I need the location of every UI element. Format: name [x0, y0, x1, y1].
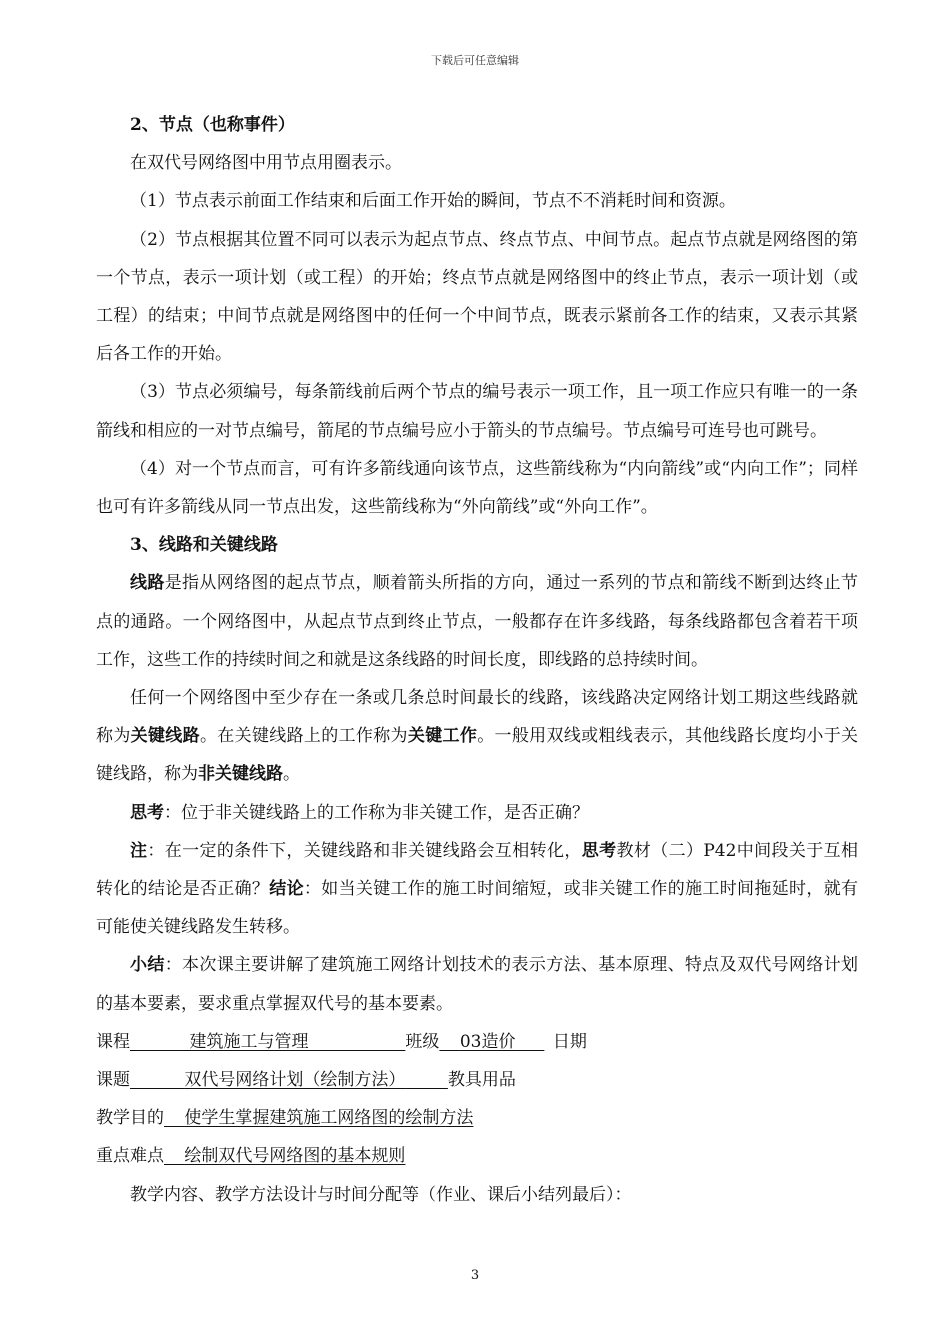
paragraph: （3）节点必须编号，每条箭线前后两个节点的编号表示一项工作，且一项工作应只有唯一的一条箭线和相应的一对节点编号，箭尾的节点编号应小于箭头的节点编号。节点编号可连号也可跳号。: [96, 382, 858, 441]
note-paragraph: [96, 832, 858, 947]
goal-row: [96, 1099, 858, 1137]
term-bold: 关键工作: [407, 726, 478, 747]
tools-label: 教具用品: [447, 1070, 516, 1091]
label-bold: 思考: [581, 840, 617, 861]
label-bold: 小结: [130, 955, 165, 976]
text: 。一般用双线或粗线表示，其他线路长度均小于关键线路，称为: [96, 726, 859, 785]
label-bold: 思考: [130, 802, 164, 823]
key-label: 重点难点: [96, 1146, 164, 1167]
text: ：在一定的条件下，关键线路和非关键线路会互相转化，: [147, 840, 582, 861]
course-label: 课程: [96, 1031, 130, 1052]
section-3-title: 3、线路和关键线路: [130, 535, 278, 556]
page-header: 下载后可任意编辑: [431, 54, 519, 67]
section-2-title: 2、节点（也称事件）: [130, 115, 295, 135]
paragraph: （2）节点根据其位置不同可以表示为起点节点、终点节点、中间节点。起点节点就是网络图的第一个节点，表示一项计划（或工程）的开始；终点节点就是网络图中的终止节点，表示一项计划（或工程）的结束；中间节点就是网络图中的任何一个中间节点，既表示紧前各工作的结束，又表示其紧后各工作的开始。: [96, 229, 858, 365]
paragraph: [96, 679, 858, 794]
class-value: 03造价: [459, 1031, 516, 1052]
key-value: 绘制双代号网络图的基本规则: [184, 1146, 406, 1167]
summary-paragraph: [96, 946, 858, 1022]
key-row: [96, 1137, 858, 1175]
term-bold: 非关键线路: [198, 764, 283, 785]
topic-value: 双代号网络计划（绘制方法）: [184, 1070, 406, 1091]
topic-row: [96, 1061, 858, 1099]
paragraph: （4）对一个节点而言，可有许多箭线通向该节点，这些箭线称为“内向箭线”或“内向工作”；同样也可有许多箭线从同一节点出发，这些箭线称为“外向箭线”或“外向工作”。: [96, 458, 858, 518]
content-label: 教学内容、教学方法设计与时间分配等（作业、课后小结列最后）：: [130, 1184, 632, 1205]
course-row: [96, 1023, 858, 1061]
paragraph: [96, 564, 858, 679]
text: ：位于非关键线路上的工作称为非关键工作，是否正确？: [164, 802, 589, 823]
text: 是指从网络图的起点节点，顺着箭头所指的方向，通过一系列的节点和箭线不断到达终止节点的通路。一个网络图中，从起点节点到终止节点，一般都存在许多线路，每条线路都包含着若干项工作，这些工作的持续时间之和就是这条线路的时间长度，即线路的总持续时间。: [96, 573, 859, 670]
topic-label: 课题: [96, 1070, 130, 1091]
text: ：如当关键工作的施工时间缩短，或非关键工作的施工时间拖延时，就有可能使关键线路发生转移。: [96, 879, 859, 938]
text: 教材（二）P42中间段关于互相转化的结论是否正确？: [96, 840, 858, 900]
term-bold: 线路: [130, 573, 165, 594]
goal-value: 使学生掌握建筑施工网络图的绘制方法: [184, 1108, 474, 1129]
term-bold: 关键线路: [130, 726, 200, 747]
date-label: 日期: [552, 1031, 587, 1052]
text: 任何一个网络图中至少存在一条或几条总时间最长的线路，该线路决定网络计划工期这些线路就称为: [96, 688, 858, 747]
document-body: [96, 106, 858, 1214]
think-paragraph: [96, 794, 858, 832]
text: 。: [283, 764, 300, 785]
label-bold: 注: [130, 840, 148, 861]
paragraph: 在双代号网络图中用节点用圈表示。: [130, 153, 402, 174]
goal-label: 教学目的: [96, 1108, 164, 1129]
label-bold: 结论: [269, 879, 304, 900]
text: 。在关键线路上的工作称为: [199, 726, 408, 747]
page-number: 3: [470, 1268, 480, 1283]
text: ：本次课主要讲解了建筑施工网络计划技术的表示方法、基本原理、特点及双代号网络计划的基本要素，要求重点掌握双代号的基本要素。: [96, 955, 859, 1014]
paragraph: （1）节点表示前面工作结束和后面工作开始的瞬间，节点不不消耗时间和资源。: [130, 191, 736, 212]
class-label: 班级: [405, 1031, 440, 1052]
course-value: 建筑施工与管理: [189, 1031, 309, 1052]
